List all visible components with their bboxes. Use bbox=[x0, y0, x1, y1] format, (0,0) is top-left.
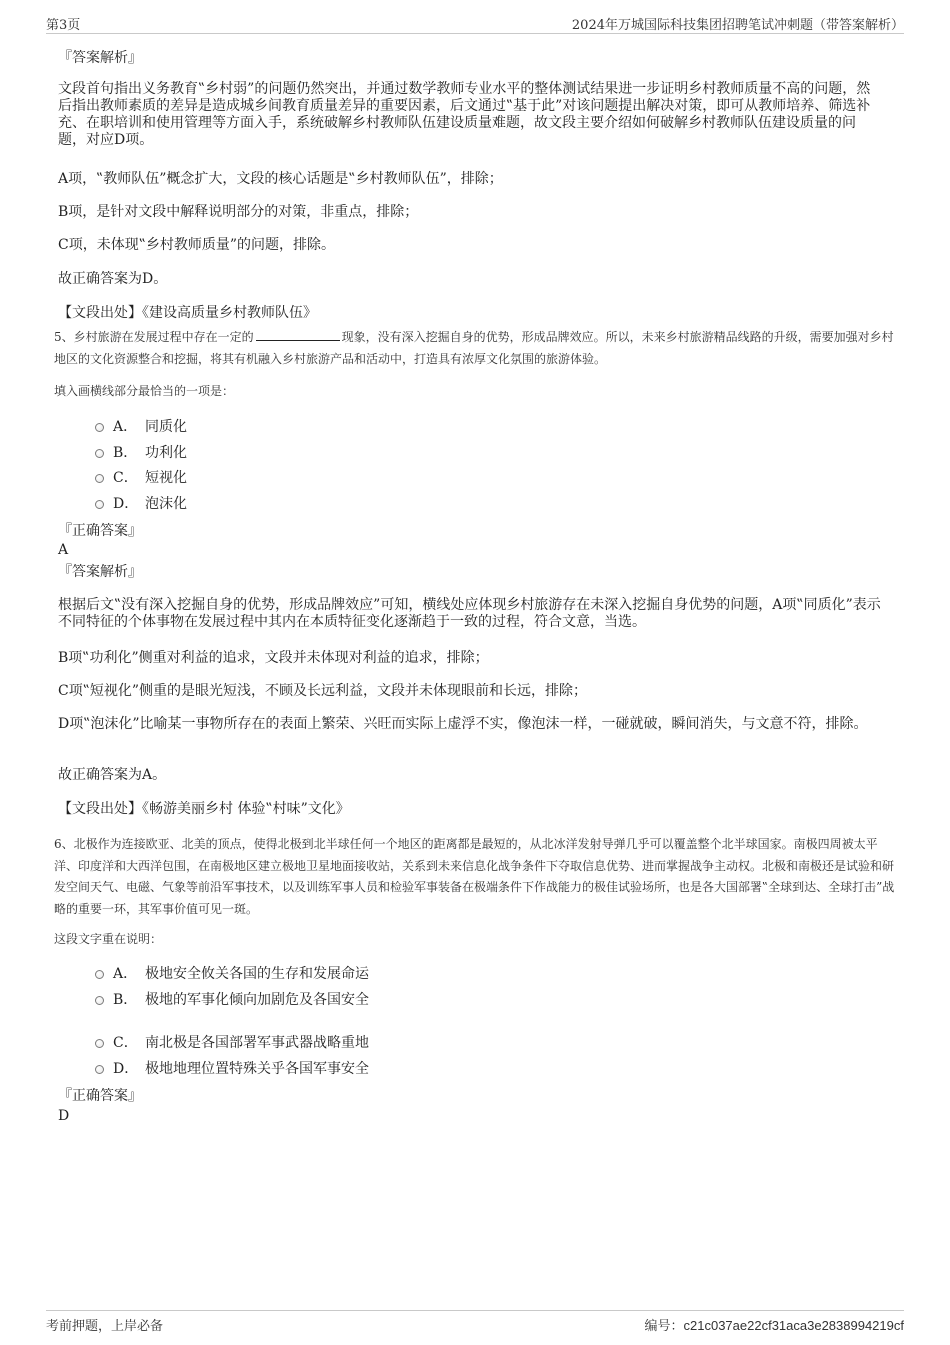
q6-prompt: 这段文字重在说明： bbox=[54, 932, 163, 946]
q5-stem-after: 现象，没有深入挖掘自身的优势，形成品牌效应。所以，未来乡村旅游精品线路的升级，需要加强对乡村地区的文化资源整合和挖掘，将其有机融入乡村旅游产品和活动中，打造具有浓厚文化氛围的旅游体验。 bbox=[54, 330, 894, 366]
q5-analysis-paragraph: 根据后文‟没有深入挖掘自身的优势，形成品牌效应”可知，横线处应体现乡村旅游存在未深入挖掘自身优势的问题，A项‟同质化”表示不同特征的个体事物在发展过程中其内在本质特征变化逐渐趋于一致的过程，符合文意，当选。 bbox=[58, 597, 881, 630]
q6-option-a[interactable]: A． 极地安全攸关各国的生存和发展命运 bbox=[95, 964, 369, 984]
document-code bbox=[645, 1315, 905, 1334]
q6-option-b[interactable]: B． 极地的军事化倾向加剧危及各国安全 bbox=[95, 990, 369, 1010]
q6-option-d[interactable]: D． 极地地理位置特殊关乎各国军事安全 bbox=[95, 1059, 369, 1079]
q6-answer: D bbox=[58, 1108, 70, 1124]
q4-option-b-explanation: B项，是针对文段中解释说明部分的对策，非重点，排除； bbox=[58, 204, 419, 220]
q6-answer-label: 『正确答案』 bbox=[58, 1088, 142, 1104]
q5-analysis-label: 『答案解析』 bbox=[58, 564, 142, 580]
header-divider bbox=[46, 33, 904, 34]
q5-answer: A bbox=[58, 542, 69, 558]
code-value: c21c037ae22cf31aca3e2838994219cf bbox=[683, 1318, 904, 1333]
q4-conclusion: 故正确答案为D。 bbox=[58, 271, 168, 287]
footer-divider bbox=[46, 1310, 904, 1311]
q5-option-d[interactable]: D． 泡沫化 bbox=[95, 494, 187, 514]
code-label: 编号： bbox=[644, 1319, 684, 1334]
radio-button-icon[interactable] bbox=[95, 474, 104, 483]
radio-button-icon[interactable] bbox=[95, 449, 104, 458]
q6-option-c[interactable]: C． 南北极是各国部署军事武器战略重地 bbox=[95, 1033, 369, 1053]
radio-button-icon[interactable] bbox=[95, 423, 104, 432]
q4-option-c-explanation: C项，未体现‟乡村教师质量”的问题，排除。 bbox=[58, 237, 336, 253]
q5-answer-label: 『正确答案』 bbox=[58, 523, 142, 539]
radio-button-icon[interactable] bbox=[95, 1065, 104, 1074]
q5-conclusion: 故正确答案为A。 bbox=[58, 767, 167, 783]
q5-stem-before: 5、乡村旅游在发展过程中存在一定的 bbox=[54, 330, 254, 344]
footer-slogan: 考前押题，上岸必备 bbox=[46, 1319, 164, 1334]
page-number: 第3页 bbox=[46, 18, 81, 33]
q5-source: 【文段出处】《畅游美丽乡村 体验‟村味”文化》 bbox=[58, 801, 350, 817]
q5-option-d-explanation: D项‟泡沫化”比喻某一事物所存在的表面上繁荣、兴旺而实际上虚浮不实，像泡沫一样，一碰就破，瞬间消失，与文意不符，排除。 bbox=[58, 716, 868, 732]
q5-option-a[interactable]: A． 同质化 bbox=[95, 417, 187, 437]
q4-analysis-label: 『答案解析』 bbox=[58, 50, 142, 66]
q5-option-b[interactable]: B． 功利化 bbox=[95, 443, 187, 463]
q5-fill-blank bbox=[256, 329, 340, 341]
radio-button-icon[interactable] bbox=[95, 500, 104, 509]
q5-prompt: 填入画横线部分最恰当的一项是： bbox=[54, 384, 235, 398]
radio-button-icon[interactable] bbox=[95, 1039, 104, 1048]
q6-stem: 6、北极作为连接欧亚、北美的顶点，使得北极到北半球任何一个地区的距离都是最短的，从北冰洋发射导弹几乎可以覆盖整个北半球国家。南极四周被太平洋、印度洋和大西洋包围，在南极地区建立极地卫星地面接收站，关系到未来信息化战争条件下夺取信息优势、进而掌握战争主动权。北极和南极还是试验和研发空间天气、电磁、气象等前沿军事技术，以及训练军事人员和检验军事装备在极端条件下作战能力的极佳试验场所，也是各大国部署‟全球到达、全球打击”战略的重要一环，其军事价值可见一斑。 bbox=[54, 837, 895, 916]
radio-button-icon[interactable] bbox=[95, 996, 104, 1005]
q4-analysis-paragraph: 文段首句指出义务教育‟乡村弱”的问题仍然突出，并通过数学教师专业水平的整体测试结果进一步证明乡村教师质量不高的问题，然后指出教师素质的差异是造成城乡间教育质量差异的重要因素，后文通过‟基于此”对该问题提出解决对策，即可从教师培养、筛选补充、在职培训和使用管理等方面入手，系统破解乡村教师队伍建设质量难题，故文段主要介绍如何破解乡村教师队伍建设质量的问题，对应D项。 bbox=[58, 81, 871, 148]
q5-option-c-explanation: C项‟短视化”侧重的是眼光短浅，不顾及长远利益，文段并未体现眼前和长远，排除； bbox=[58, 683, 588, 699]
q5-option-c[interactable]: C． 短视化 bbox=[95, 468, 187, 488]
q4-source: 【文段出处】《建设高质量乡村教师队伍》 bbox=[58, 305, 317, 321]
q5-stem bbox=[54, 327, 898, 370]
q5-option-b-explanation: B项‟功利化”侧重对利益的追求，文段并未体现对利益的追求，排除； bbox=[58, 650, 489, 666]
radio-button-icon[interactable] bbox=[95, 970, 104, 979]
q4-option-a-explanation: A项，‟教师队伍”概念扩大，文段的核心话题是‟乡村教师队伍”，排除； bbox=[58, 171, 503, 187]
document-title: 2024年万城国际科技集团招聘笔试冲刺题（带答案解析） bbox=[571, 18, 904, 33]
